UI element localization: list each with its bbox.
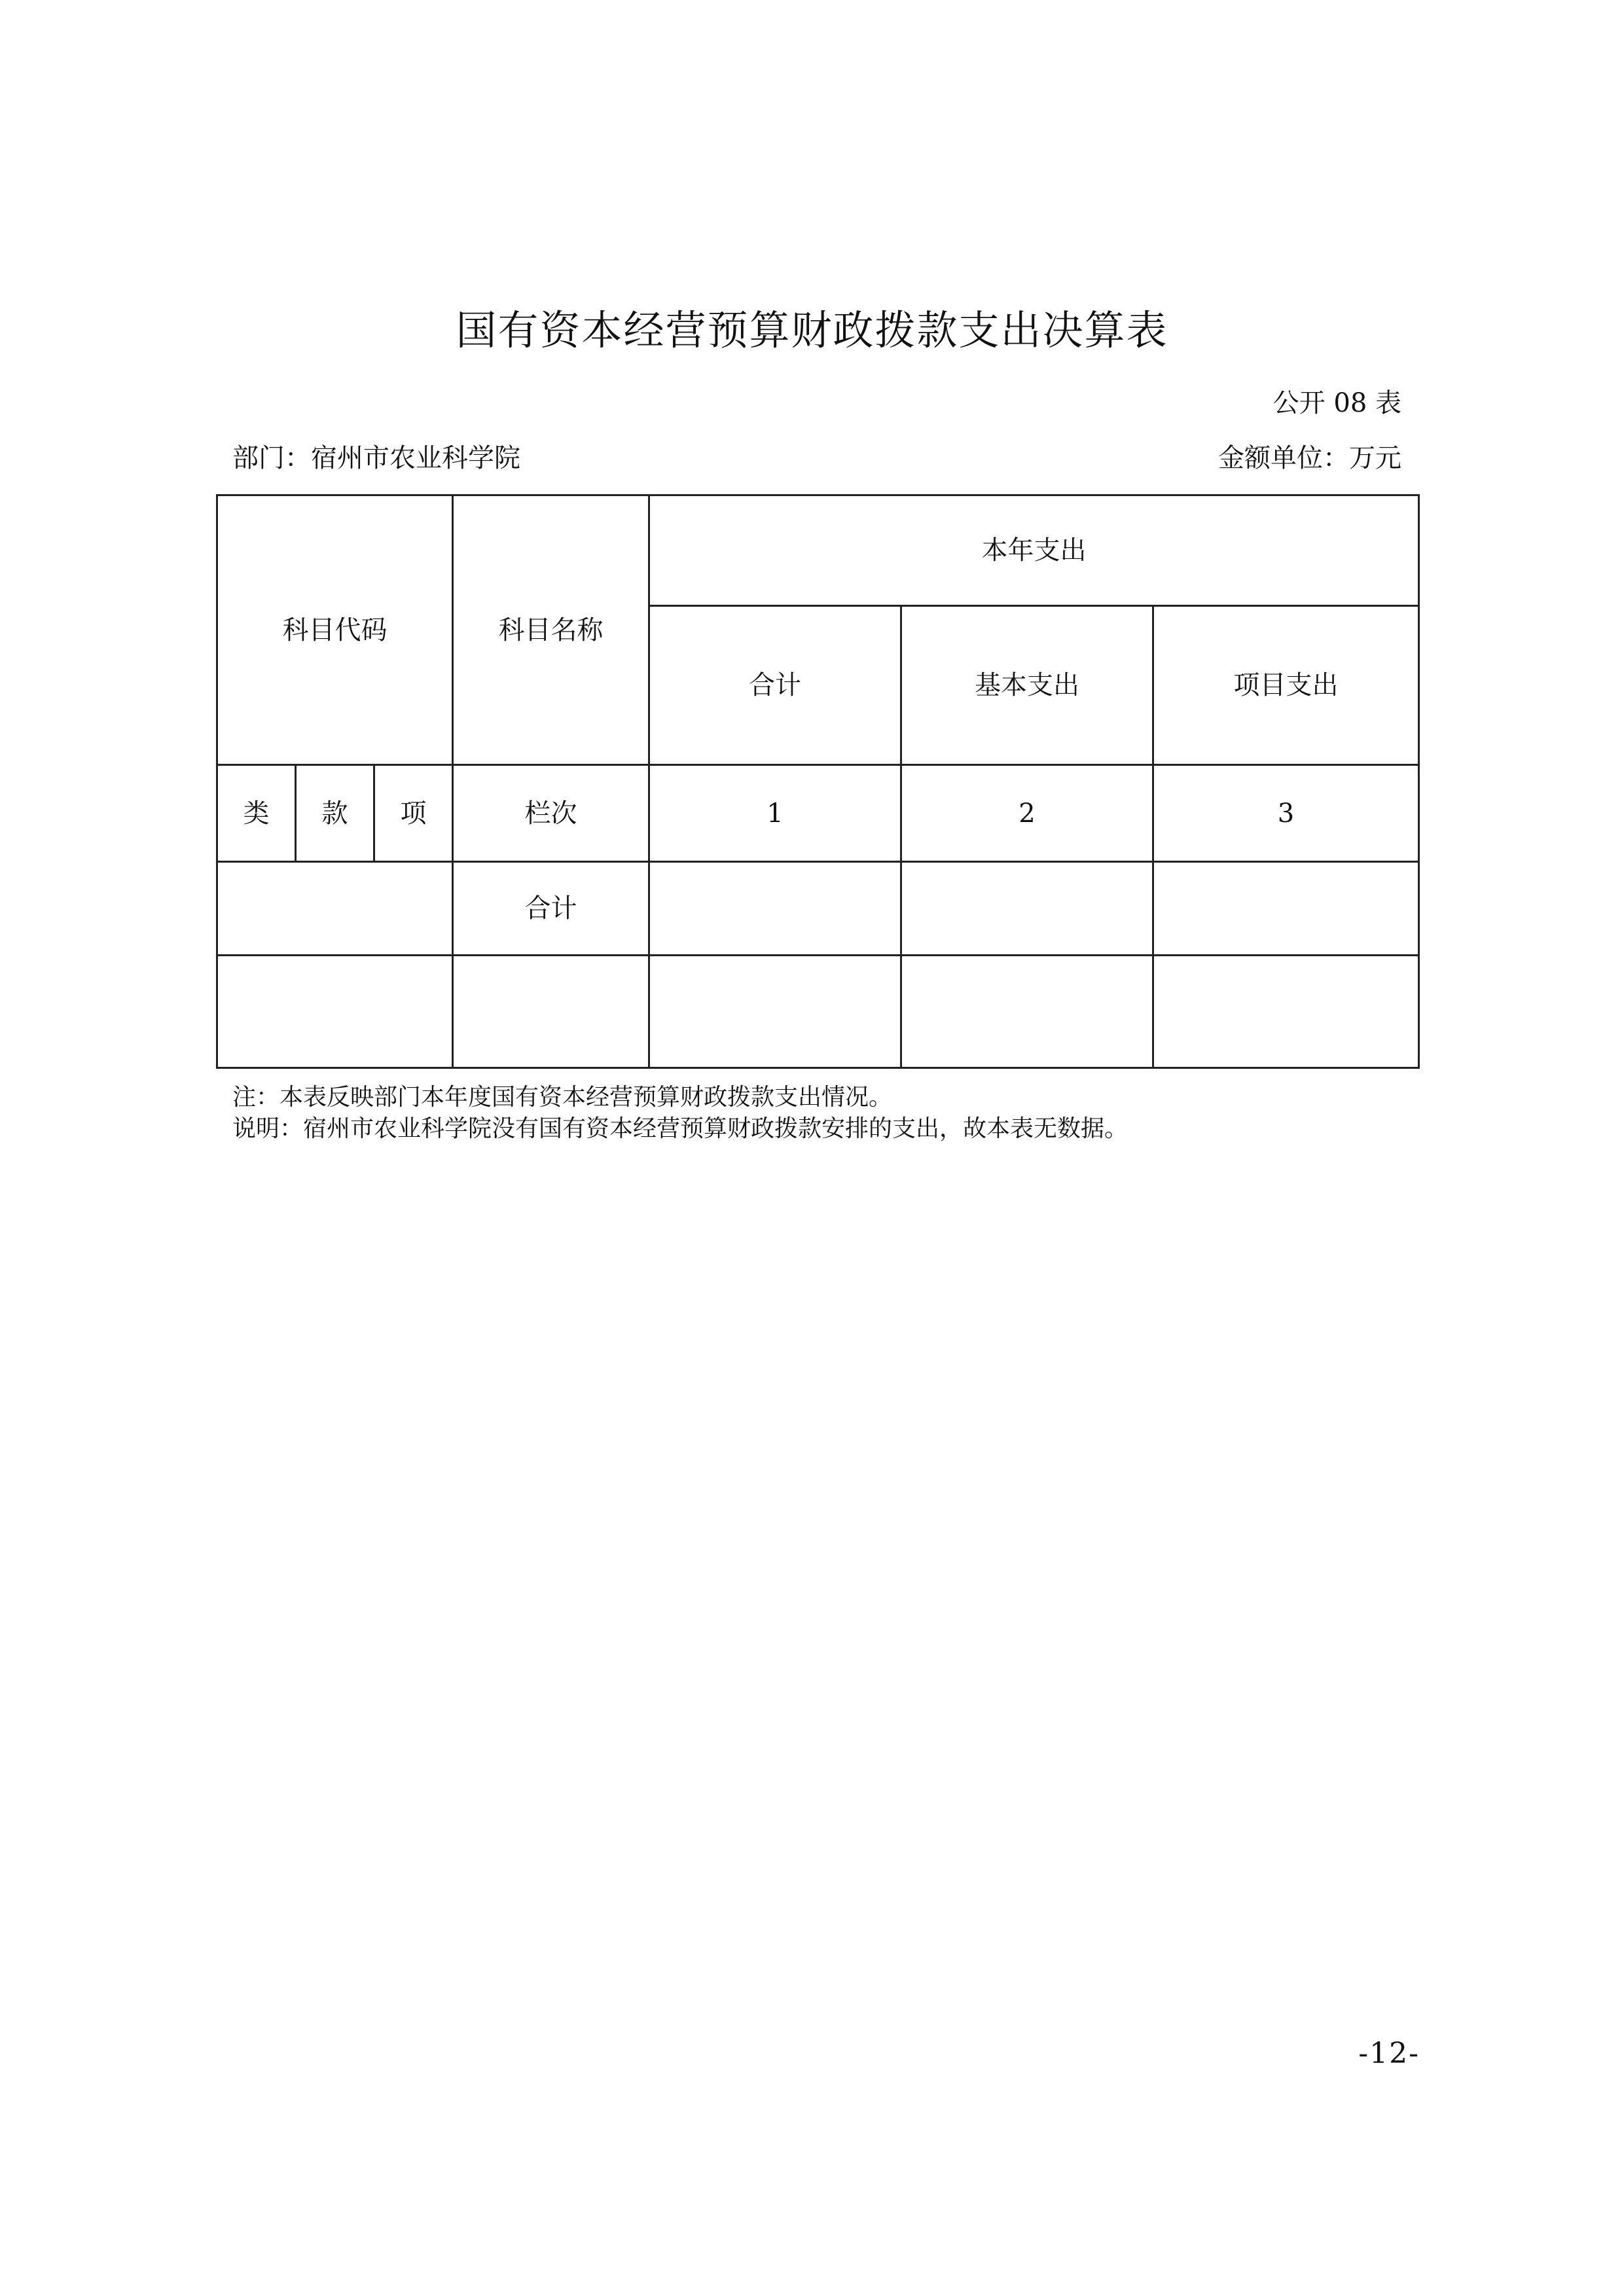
total-row	[217, 862, 1419, 956]
data-row-project	[1153, 956, 1419, 1068]
sub-header-row	[217, 765, 1419, 862]
page-title: 国有资本经营预算财政拨款支出决算表	[456, 306, 1168, 354]
amount-unit-label: 金额单位：万元	[1218, 443, 1401, 473]
sub-header-column-label: 栏次	[453, 765, 649, 862]
data-row-code	[217, 956, 453, 1068]
sub-header-col-3: 3	[1153, 765, 1419, 862]
total-row-basic	[901, 862, 1153, 956]
department-label: 部门：宿州市农业科学院	[232, 443, 520, 473]
table-note: 注：本表反映部门本年度国有资本经营预算财政拨款支出情况。	[232, 1084, 893, 1111]
total-row-total	[649, 862, 901, 956]
page-number: -12-	[1358, 2037, 1420, 2070]
sub-header-section: 款	[296, 765, 374, 862]
sub-header-item: 项	[374, 765, 453, 862]
header-row-1	[217, 495, 1419, 606]
total-row-project	[1153, 862, 1419, 956]
table-code-label: 公开 08 表	[1272, 388, 1401, 418]
header-project-expenditure: 项目支出	[1153, 606, 1419, 765]
table-explanation: 说明：宿州市农业科学院没有国有资本经营预算财政拨款安排的支出，故本表无数据。	[232, 1115, 1128, 1142]
sub-header-col-2: 2	[901, 765, 1153, 862]
header-total: 合计	[649, 606, 901, 765]
sub-header-category: 类	[217, 765, 296, 862]
total-row-label: 合计	[453, 862, 649, 956]
header-subject-code: 科目代码	[217, 495, 453, 765]
data-row-total	[649, 956, 901, 1068]
header-subject-name: 科目名称	[453, 495, 649, 765]
data-row-name	[453, 956, 649, 1068]
table-row	[217, 956, 1419, 1068]
data-row-basic	[901, 956, 1153, 1068]
sub-header-col-1: 1	[649, 765, 901, 862]
header-basic-expenditure: 基本支出	[901, 606, 1153, 765]
expenditure-table	[216, 494, 1420, 1069]
header-current-year-expenditure: 本年支出	[649, 495, 1419, 606]
total-row-code	[217, 862, 453, 956]
